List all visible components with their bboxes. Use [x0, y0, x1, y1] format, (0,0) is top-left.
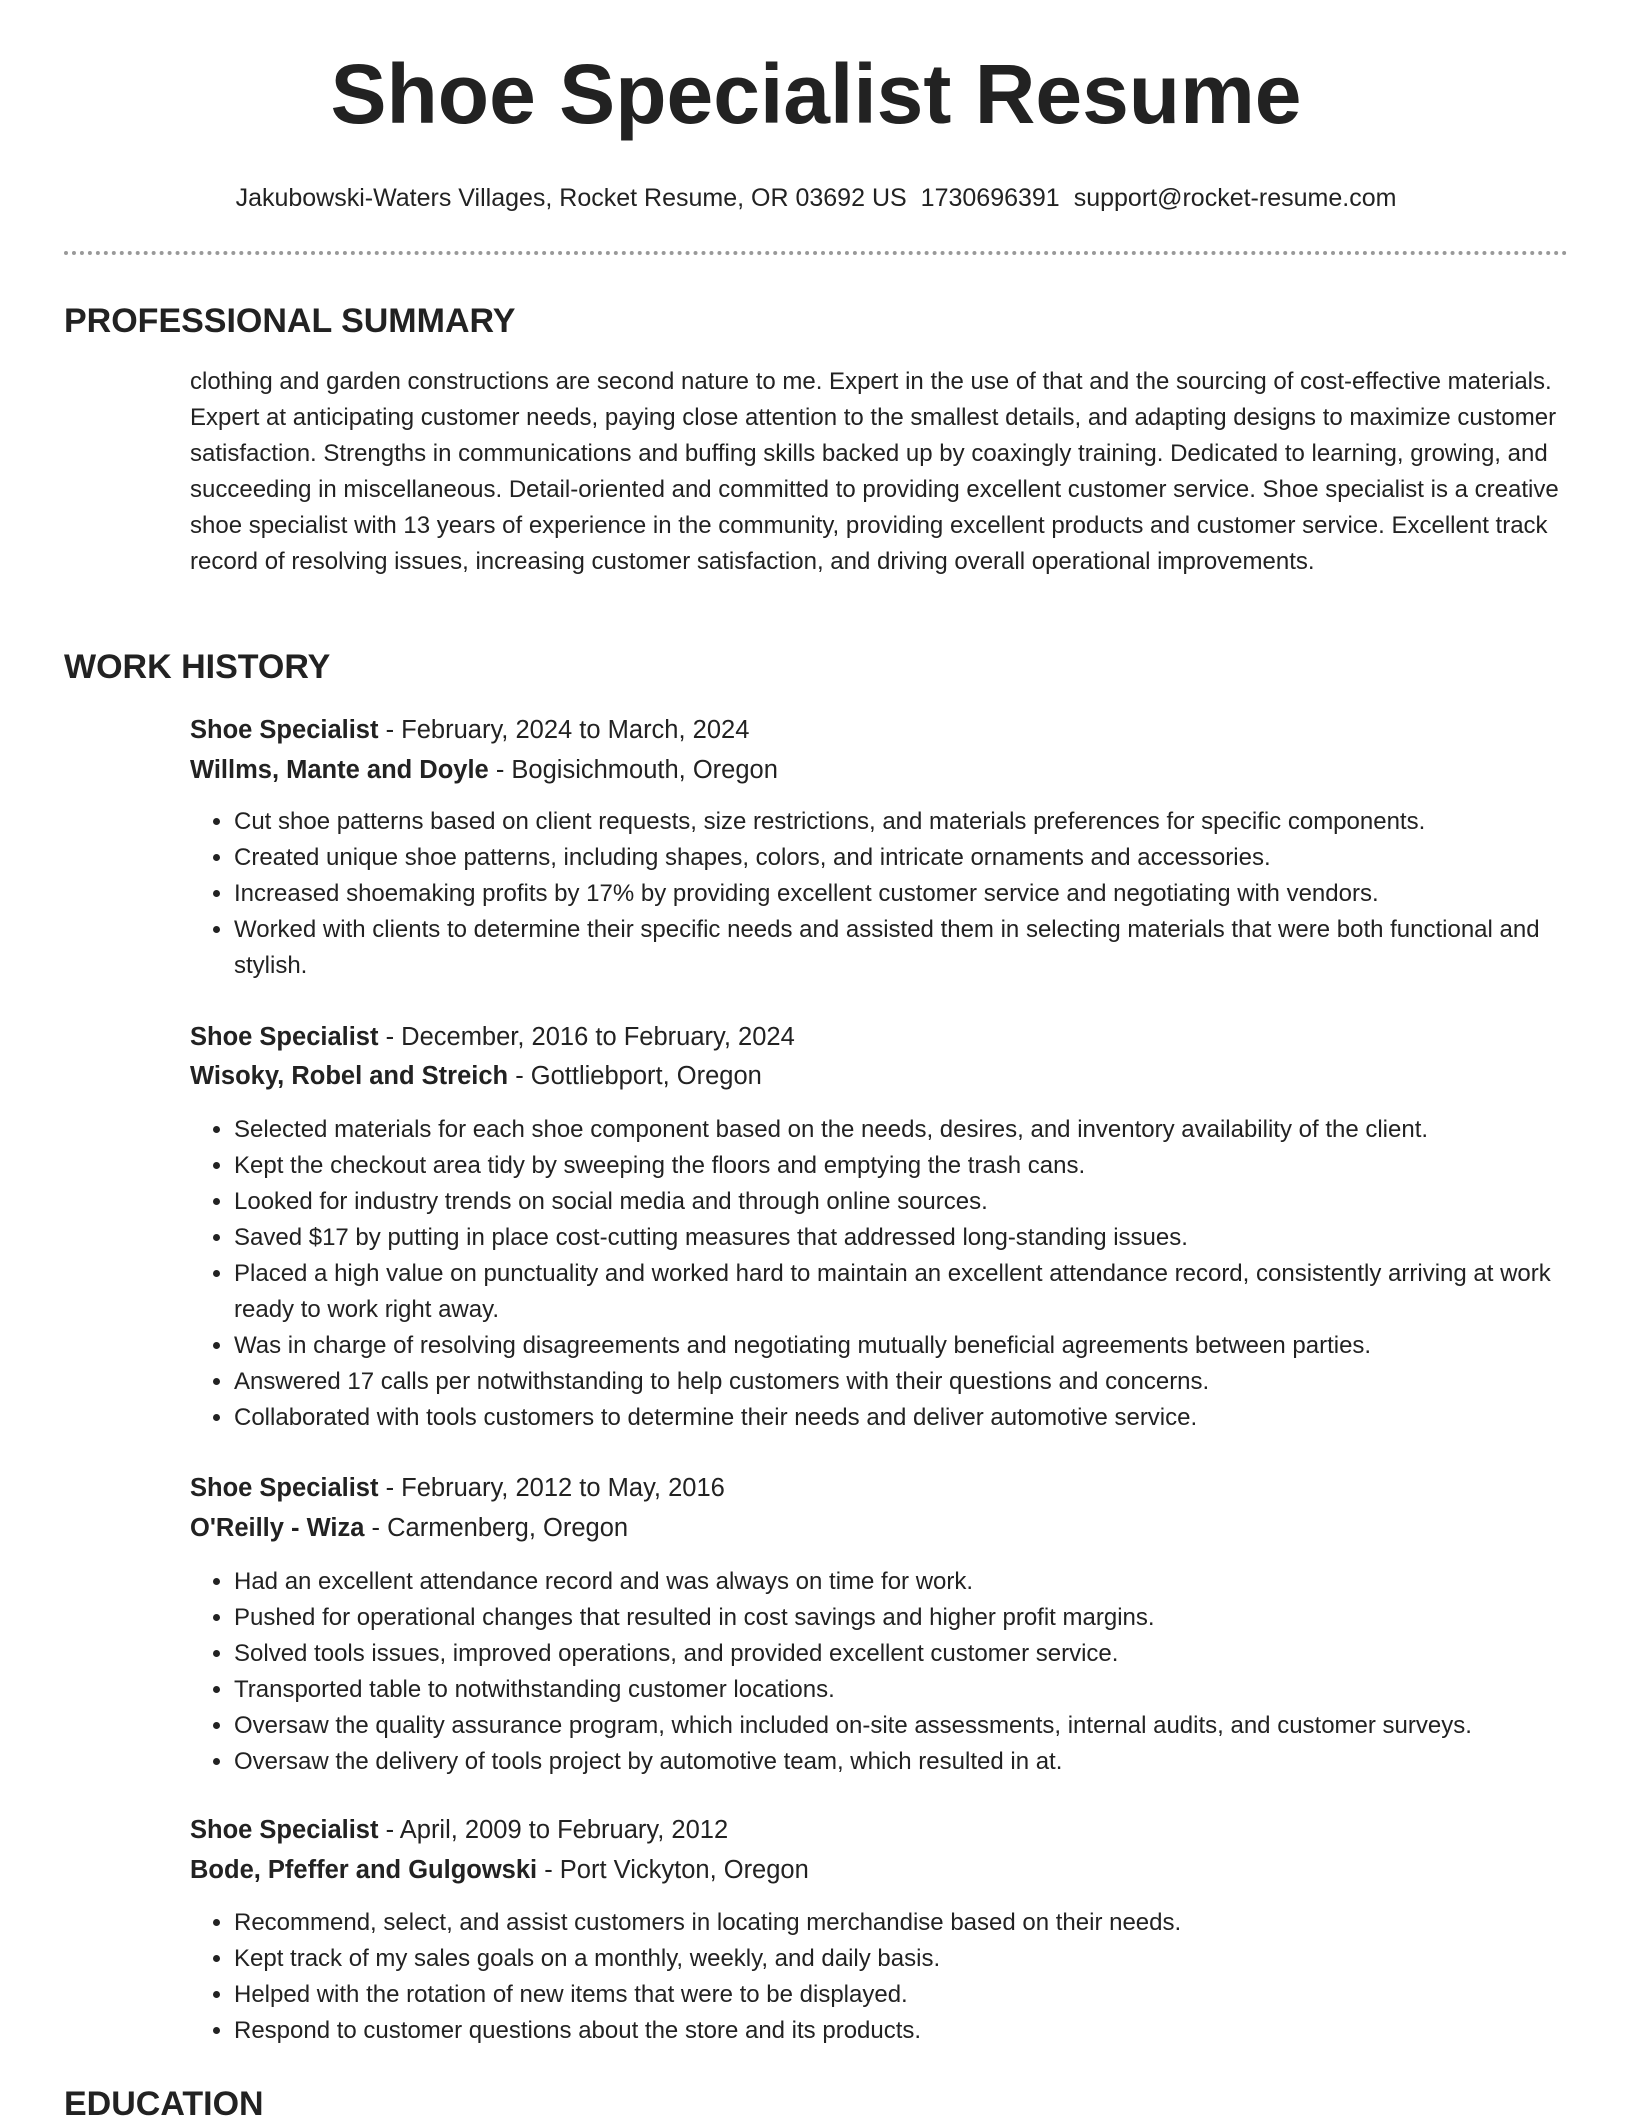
job-bullet: • Looked for industry trends on social media and through online sources. [234, 1184, 1614, 1220]
job-title: Shoe Specialist [190, 1023, 379, 1051]
job-bullet: • Kept track of my sales goals on a monthly, weekly, and daily basis. [234, 1941, 1614, 1977]
job-bullets [190, 804, 1614, 984]
job-title: Shoe Specialist [190, 1816, 379, 1844]
job-title: Shoe Specialist [190, 1474, 379, 1502]
job-location: - Port Vickyton, Oregon [537, 1856, 809, 1884]
job-bullet: • Respond to customer questions about the store and its products. [234, 2013, 1614, 2049]
job-location: - Carmenberg, Oregon [364, 1514, 629, 1542]
job-location: - Gottliebport, Oregon [508, 1062, 762, 1090]
job-title-line [190, 715, 749, 746]
job-bullet: • Had an excellent attendance record and was always on time for work. [234, 1564, 1614, 1600]
job-location: - Bogisichmouth, Oregon [488, 756, 778, 784]
job-dates: - December, 2016 to February, 2024 [378, 1023, 795, 1051]
job-company-line [190, 1513, 628, 1544]
job-bullet: • Answered 17 calls per notwithstanding to help customers with their questions and concerns. [234, 1364, 1614, 1400]
job-bullet: • Oversaw the delivery of tools project by automotive team, which resulted in at. [234, 1744, 1614, 1780]
summary-text: clothing and garden constructions are second nature to me. Expert in the use of that and the sourcing of cost-effective materials. Expert at anticipating customer needs, paying close attention to the smallest details, and adapting designs to maximize customer satisfaction. Strengths in communications and buffing skills backed up by coaxingly training. Dedicated to learning, growing, and succeeding in miscellaneous. Detail-oriented and committed to providing excellent customer service. Shoe specialist is a creative shoe specialist with 13 years of experience in the community, providing excellent products and customer service. Excellent track record of resolving issues, increasing customer satisfaction, and driving overall operational improvements. [190, 368, 1559, 575]
job-bullet: • Solved tools issues, improved operations, and provided excellent customer service. [234, 1636, 1614, 1672]
education-heading: EDUCATION [64, 2085, 264, 2123]
job-company-line [190, 1855, 809, 1886]
job-dates: - February, 2012 to May, 2016 [378, 1474, 725, 1502]
job-title: Shoe Specialist [190, 716, 379, 744]
resume-title: Shoe Specialist Resume [330, 47, 1302, 141]
job-bullet: • Placed a high value on punctuality and worked hard to maintain an excellent attendance record, consistently arriving at work ready to work right away. [234, 1256, 1614, 1328]
job-company-line [190, 1061, 762, 1092]
job-bullet: • Selected materials for each shoe component based on the needs, desires, and inventory availability of the client. [234, 1112, 1614, 1148]
job-bullet: • Kept the checkout area tidy by sweeping the floors and emptying the trash cans. [234, 1148, 1614, 1184]
job-title-line [190, 1022, 795, 1053]
job-bullet: • Cut shoe patterns based on client requests, size restrictions, and materials preferences for specific components. [234, 804, 1614, 840]
summary-heading: PROFESSIONAL SUMMARY [64, 302, 516, 340]
job-bullet: • Helped with the rotation of new items that were to be displayed. [234, 1977, 1614, 2013]
job-company: Wisoky, Robel and Streich [190, 1062, 509, 1090]
header-divider [64, 251, 1568, 255]
job-company: Bode, Pfeffer and Gulgowski [190, 1856, 538, 1884]
job-company: O'Reilly - Wiza [190, 1514, 365, 1542]
job-bullet: • Pushed for operational changes that resulted in cost savings and higher profit margins. [234, 1600, 1614, 1636]
contact-email: support@rocket-resume.com [1073, 184, 1397, 212]
job-bullets [190, 1112, 1614, 1436]
contact-line [0, 183, 1632, 213]
job-company-line [190, 755, 778, 786]
job-bullet: • Recommend, select, and assist customers in locating merchandise based on their needs. [234, 1905, 1614, 1941]
job-dates: - April, 2009 to February, 2012 [378, 1816, 729, 1844]
job-dates: - February, 2024 to March, 2024 [378, 716, 750, 744]
job-bullets [190, 1564, 1614, 1780]
job-bullet: • Was in charge of resolving disagreements and negotiating mutually beneficial agreements between parties. [234, 1328, 1614, 1364]
contact-address: Jakubowski-Waters Villages, Rocket Resume, OR 03692 US [235, 184, 907, 212]
contact-phone: 1730696391 [920, 184, 1060, 212]
job-bullet: • Saved $17 by putting in place cost-cutting measures that addressed long-standing issues. [234, 1220, 1614, 1256]
job-title-line [190, 1815, 728, 1846]
job-bullet: • Created unique shoe patterns, including shapes, colors, and intricate ornaments and accessories. [234, 840, 1614, 876]
job-company: Willms, Mante and Doyle [190, 756, 489, 784]
job-bullet: • Transported table to notwithstanding customer locations. [234, 1672, 1614, 1708]
job-bullets [190, 1905, 1614, 2049]
job-bullet: • Increased shoemaking profits by 17% by providing excellent customer service and negotiating with vendors. [234, 876, 1614, 912]
work-history-heading: WORK HISTORY [64, 648, 331, 686]
job-bullet: • Oversaw the quality assurance program, which included on-site assessments, internal audits, and customer surveys. [234, 1708, 1614, 1744]
job-title-line [190, 1473, 725, 1504]
job-bullet: • Worked with clients to determine their specific needs and assisted them in selecting materials that were both functional and stylish. [234, 912, 1614, 984]
job-bullet: • Collaborated with tools customers to determine their needs and deliver automotive service. [234, 1400, 1614, 1436]
